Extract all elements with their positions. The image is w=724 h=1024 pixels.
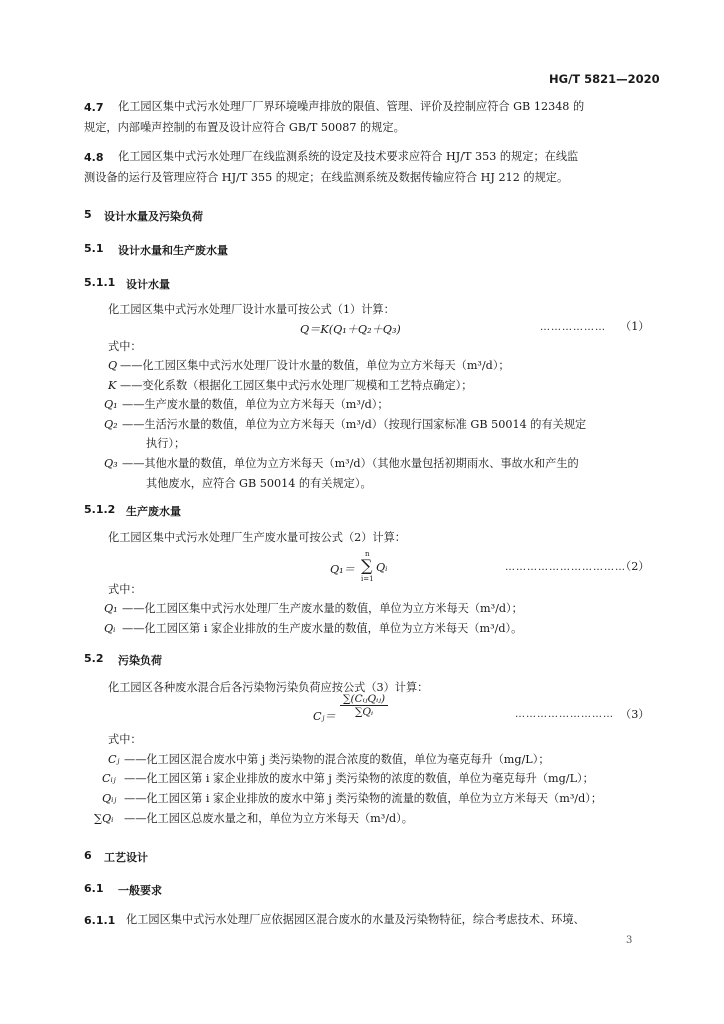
symbol: Q₃ <box>104 457 118 470</box>
definition-text: ——化工园区第 i 家企业排放的生产废水量的数值，单位为立方米每天（m³/d）。 <box>122 622 523 635</box>
section-number: 6.1 <box>84 882 104 895</box>
symbol: ∑Qᵢ <box>94 812 114 825</box>
leader-dots: ……………………… <box>515 709 614 720</box>
definition-text: ——化工园区第 i 家企业排放的废水中第 j 类污染物的流量的数值，单位为立方米每天（m³/d）； <box>124 792 603 805</box>
definition-text: ——变化系数（根据化工园区集中式污水处理厂规模和工艺特点确定）； <box>120 379 473 392</box>
page-number: 3 <box>626 935 633 946</box>
definition-continuation: 其他废水，应符合 GB 50014 的有关规定）。 <box>146 477 372 490</box>
clause-text: 测设备的运行及管理应符合 HJ/T 355 的规定；在线监测系统及数据传输应符合 HJ 212 的规定。 <box>84 171 569 184</box>
equation-number: （2） <box>620 560 650 573</box>
definition-text: ——化工园区总废水量之和，单位为立方米每天（m³/d）。 <box>124 812 413 825</box>
where-label: 式中： <box>108 340 142 353</box>
formula-intro: 化工园区集中式污水处理厂生产废水量可按公式（2）计算： <box>108 531 406 544</box>
clause-text: 化工园区集中式污水处理厂厂界环境噪声排放的限值、管理、评价及控制应符合 GB 12348 的 <box>118 100 585 113</box>
clause-number: 4.8 <box>84 151 104 164</box>
fraction-numerator: ∑(CᵢⱼQᵢⱼ) <box>340 693 388 706</box>
definition-text: ——生活污水量的数值，单位为立方米每天（m³/d）（按现行国家标准 GB 50014 的有关规定 <box>122 418 587 431</box>
definition-text: ——化工园区集中式污水处理厂生产废水量的数值，单位为立方米每天（m³/d）； <box>122 602 523 615</box>
where-label: 式中： <box>108 583 142 596</box>
symbol: Cⱼ <box>108 753 120 766</box>
section-heading: 设计水量 <box>126 278 170 291</box>
symbol: Q₁ <box>104 398 118 411</box>
formula-2-lhs: Q₁＝ <box>330 563 355 576</box>
section-number: 5.1 <box>84 242 104 255</box>
definition-text: ——化工园区第 i 家企业排放的废水中第 j 类污染物的浓度的数值，单位为毫克每升（mg/L）； <box>124 772 594 785</box>
symbol: Cᵢⱼ <box>102 772 116 785</box>
section-heading: 污染负荷 <box>118 654 162 667</box>
clause-text: 化工园区集中式污水处理厂在线监测系统的设定及技术要求应符合 HJ/T 353 的规定；在线监 <box>118 150 579 163</box>
definition-text: ——化工园区混合废水中第 j 类污染物的混合浓度的数值，单位为毫克每升（mg/L）； <box>124 753 550 766</box>
standard-code: HG/T 5821—2020 <box>549 72 660 86</box>
section-number: 6 <box>84 849 92 862</box>
definition-text: ——化工园区集中式污水处理厂设计水量的数值，单位为立方米每天（m³/d）； <box>120 359 510 372</box>
where-label: 式中： <box>108 733 142 746</box>
definition-text: ——其他水量的数值，单位为立方米每天（m³/d）（其他水量包括初期雨水、事故水和产生的 <box>122 457 579 470</box>
formula-2-rhs: Qᵢ <box>376 561 388 574</box>
clause-number: 6.1.1 <box>84 914 116 927</box>
formula-intro: 化工园区集中式污水处理厂设计水量可按公式（1）计算： <box>108 303 395 316</box>
symbol: Q₂ <box>104 418 118 431</box>
leader-dots: …………………………… <box>505 562 626 573</box>
clause-number: 4.7 <box>84 101 104 114</box>
formula-1: Q＝K(Q₁＋Q₂＋Q₃) <box>300 323 401 336</box>
summation-icon: ∑ <box>361 556 373 575</box>
symbol: K <box>108 379 117 392</box>
section-number: 5.1.2 <box>84 503 116 516</box>
leader-dots: ……………… <box>540 322 606 333</box>
clause-text: 规定，内部噪声控制的布置及设计应符合 GB/T 50087 的规定。 <box>84 121 405 134</box>
section-heading: 一般要求 <box>118 884 162 897</box>
formula-intro: 化工园区各种废水混合后各污染物污染负荷应按公式（3）计算： <box>108 681 429 694</box>
sum-lower-limit: i=1 <box>361 575 374 583</box>
section-number: 5 <box>84 208 92 221</box>
fraction-denominator: ∑Qᵢ <box>354 706 374 718</box>
symbol: Q₁ <box>104 602 118 615</box>
equation-number: （1） <box>620 320 650 333</box>
definition-text: ——生产废水量的数值，单位为立方米每天（m³/d）； <box>122 398 389 411</box>
section-heading: 设计水量及污染负荷 <box>104 210 203 223</box>
definition-continuation: 执行）； <box>146 437 186 450</box>
symbol: Qᵢⱼ <box>102 792 117 805</box>
section-heading: 工艺设计 <box>104 851 148 864</box>
symbol: Q <box>108 359 118 372</box>
equation-number: （3） <box>620 708 650 721</box>
section-number: 5.2 <box>84 652 104 665</box>
sum-upper-limit: n <box>365 550 370 558</box>
section-heading: 设计水量和生产废水量 <box>118 244 228 257</box>
clause-text: 化工园区集中式污水处理厂应依据园区混合废水的水量及污染物特征，综合考虑技术、环境、 <box>126 913 585 926</box>
section-heading: 生产废水量 <box>126 505 181 518</box>
formula-3-lhs: Cⱼ＝ <box>313 710 336 723</box>
section-number: 5.1.1 <box>84 276 116 289</box>
symbol: Qᵢ <box>104 622 116 635</box>
formula-3-fraction <box>340 693 388 718</box>
